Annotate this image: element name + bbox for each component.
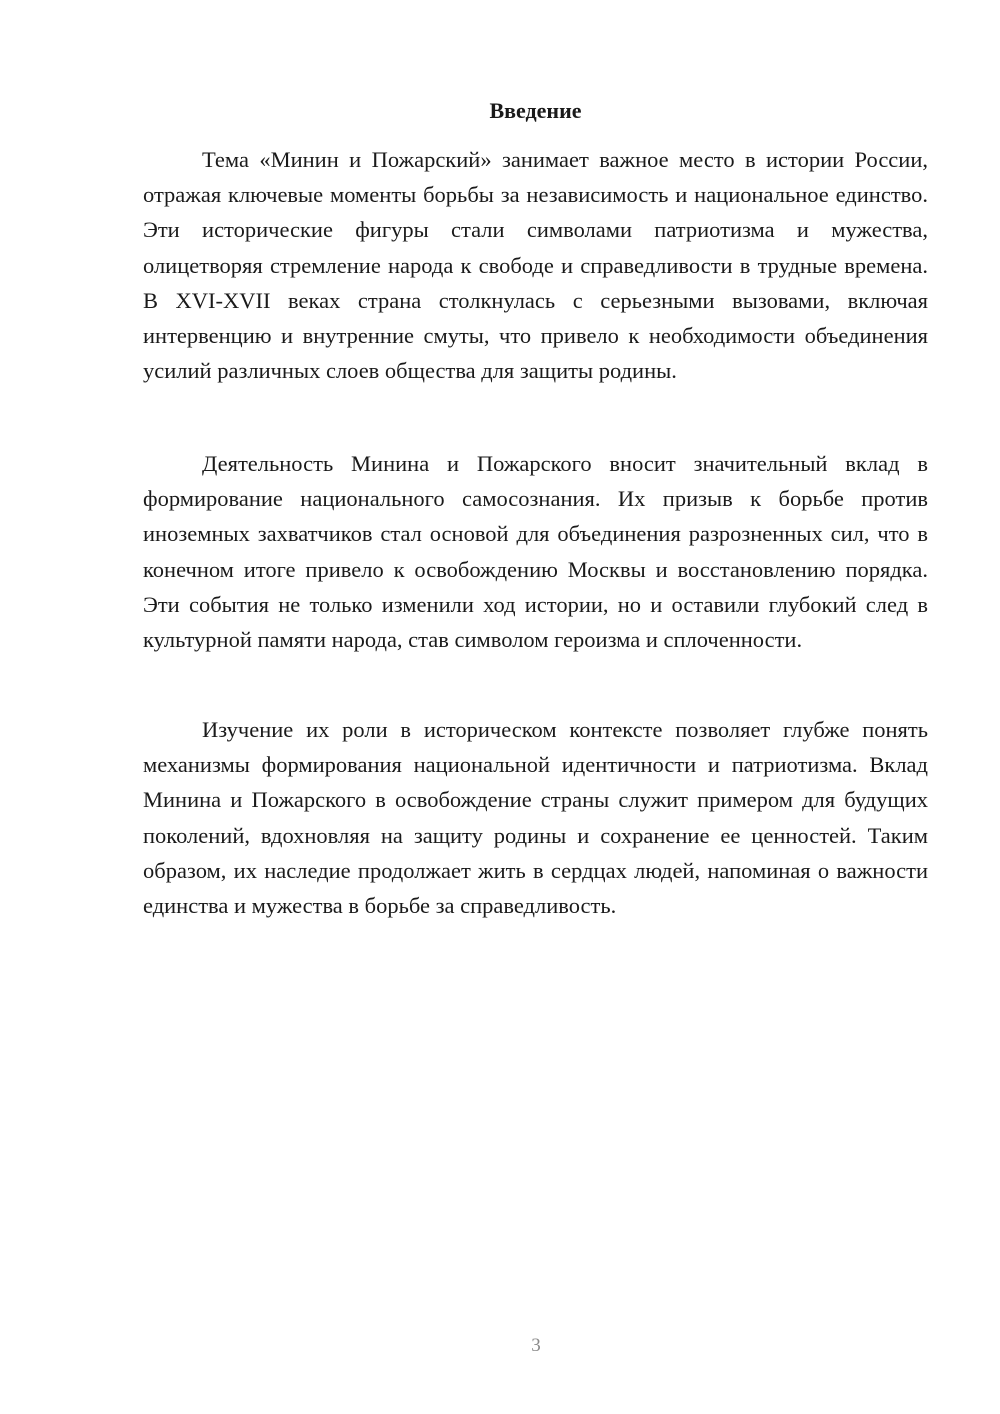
section-title: Введение [489,98,582,123]
paragraph-2: Деятельность Минина и Пожарского вносит значительный вклад в формирование национального самосознания. Их призыв к борьбе против иноземных захватчиков стал основой для объединения разрозненных сил, что в конечном итоге привело к освобождению Москвы и восстановлению порядка. Эти события не только изменили ход истории, но и оставили глубокий след в культурной памяти народа, став символом героизма и сплоченности. [143,451,928,653]
page-number: 3 [531,1335,541,1356]
paragraph-3: Изучение их роли в историческом контексте позволяет глубже понять механизмы формирования национальной идентичности и патриотизма. Вклад Минина и Пожарского в освобождение страны служит примером для будущих поколений, вдохновляя на защиту родины и сохранение ее ценностей. Таким образом, их наследие продолжает жить в сердцах людей, напоминая о важности единства и мужества в борьбе за справедливость. [143,717,928,919]
paragraph-1: Тема «Минин и Пожарский» занимает важное место в истории России, отражая ключевые моменты борьбы за независимость и национальное единство. Эти исторические фигуры стали символами патриотизма и мужества, олицетворяя стремление народа к свободе и справедливости в трудные времена. В XVI-XVII веках страна столкнулась с серьезными вызовами, включая интервенцию и внутренние смуты, что привело к необходимости объединения усилий различных слоев общества для защиты родины. [143,147,928,384]
